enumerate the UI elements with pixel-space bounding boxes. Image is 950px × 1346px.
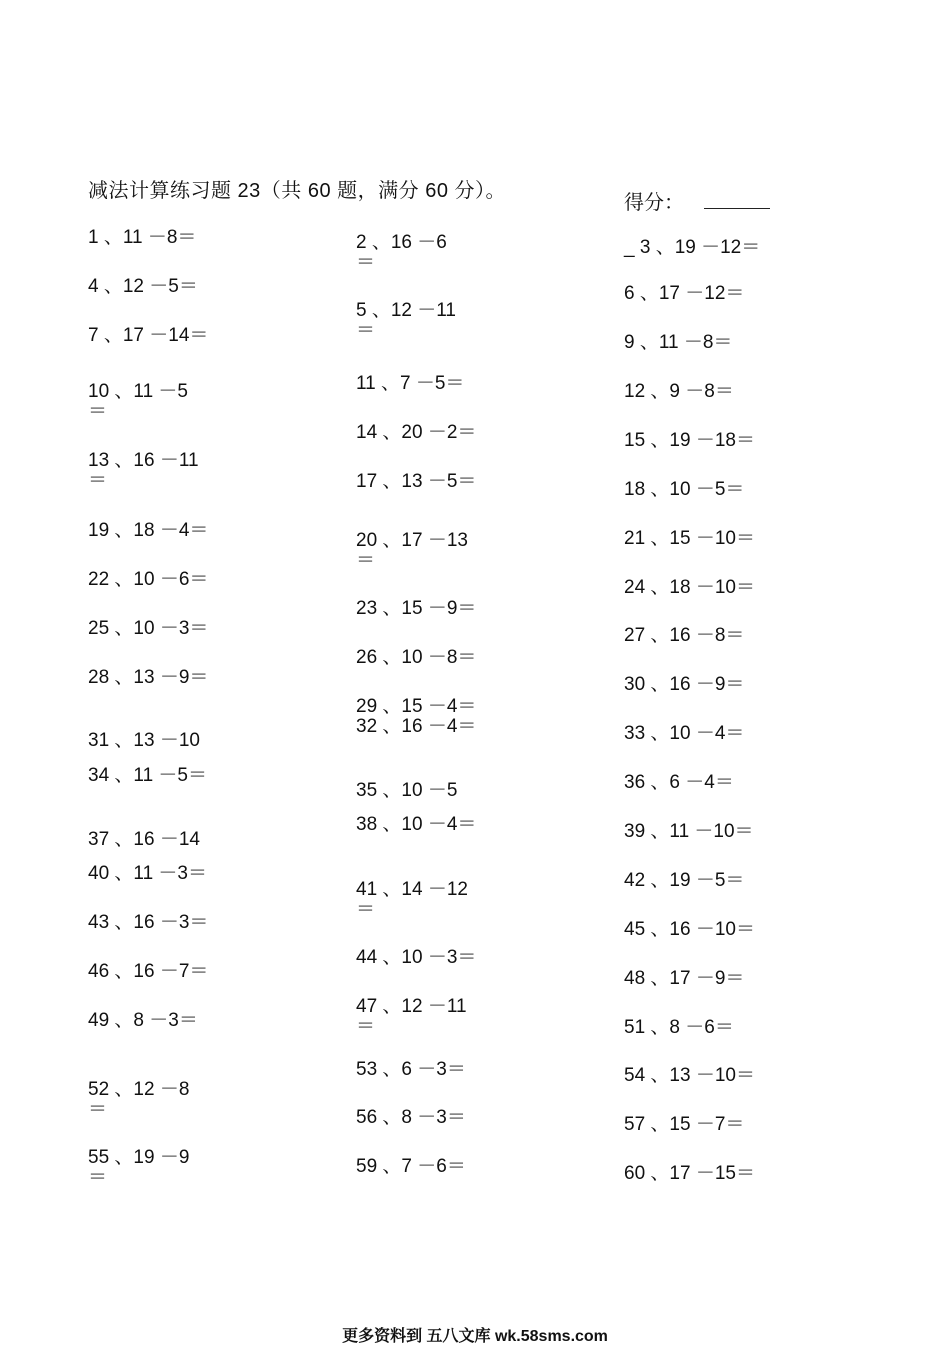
problem-item: _ 3 、19 －12＝ — [624, 237, 761, 258]
problem-item: 18 、10 －5＝ — [624, 479, 745, 500]
problem-item: 34 、11 －5＝ — [88, 765, 207, 786]
problem-item: 27 、16 －8＝ — [624, 625, 745, 646]
problem-item: 42 、19 －5＝ — [624, 870, 745, 891]
problem-item: 19 、18 －4＝ — [88, 520, 209, 541]
problem-item: 47 、12 －11 ＝ — [356, 996, 467, 1037]
problem-item: 28 、13 －9＝ — [88, 667, 209, 688]
problem-item: 36 、6 －4＝ — [624, 772, 734, 793]
score-label: 得分： — [624, 192, 684, 214]
problem-item: 32 、16 －4＝ — [356, 716, 477, 737]
problem-item: 2 、16 －6 ＝ — [356, 232, 447, 273]
problem-item: 7 、17 －14＝ — [88, 325, 209, 346]
problem-item: 53 、6 －3＝ — [356, 1059, 466, 1080]
problem-item-partial: 29 、15 －4＝ — [356, 696, 477, 717]
problem-item: 9 、11 －8＝ — [624, 332, 733, 353]
problem-item: 20 、17 －13 ＝ — [356, 530, 468, 571]
worksheet-title: 减法计算练习题 23（共 60 题，满分 60 分）。 — [88, 180, 507, 202]
problem-item: 14 、20 －2＝ — [356, 422, 477, 443]
problem-item: 30 、16 －9＝ — [624, 674, 745, 695]
problem-item: 41 、14 －12 ＝ — [356, 879, 468, 920]
problem-item: 38 、10 －4＝ — [356, 814, 477, 835]
problem-item: 21 、15 －10＝ — [624, 528, 755, 549]
problem-item: 10 、11 －5 ＝ — [88, 381, 188, 422]
problem-item: 52 、12 －8 ＝ — [88, 1079, 190, 1120]
footer-link-text: 更多资料到 五八文库 wk.58sms.com — [342, 1328, 608, 1345]
problem-item: 25 、10 －3＝ — [88, 618, 209, 639]
problem-item: 17 、13 －5＝ — [356, 471, 477, 492]
problem-item: 11 、7 －5＝ — [356, 373, 465, 394]
problem-item: 13 、16 －11 ＝ — [88, 450, 199, 491]
problem-item: 40 、11 －3＝ — [88, 863, 207, 884]
problem-item: 24 、18 －10＝ — [624, 577, 755, 598]
problem-item: 33 、10 －4＝ — [624, 723, 745, 744]
problem-item: 12 、9 －8＝ — [624, 381, 734, 402]
problem-item: 60 、17 －15＝ — [624, 1163, 755, 1184]
problem-item: 39 、11 －10＝ — [624, 821, 754, 842]
problem-item: 26 、10 －8＝ — [356, 647, 477, 668]
problem-item: 6 、17 －12＝ — [624, 283, 745, 304]
problem-item: 59 、7 －6＝ — [356, 1156, 466, 1177]
problem-item: 56 、8 －3＝ — [356, 1107, 466, 1128]
problem-item: 37 、16 －14 — [88, 829, 200, 850]
score-blank-line — [704, 208, 770, 209]
problem-item: 45 、16 －10＝ — [624, 919, 755, 940]
problem-item: 51 、8 －6＝ — [624, 1017, 734, 1038]
problem-item: 54 、13 －10＝ — [624, 1065, 755, 1086]
problem-item: 22 、10 －6＝ — [88, 569, 209, 590]
problem-item: 43 、16 －3＝ — [88, 912, 209, 933]
problem-item: 23 、15 －9＝ — [356, 598, 477, 619]
problem-item: 44 、10 －3＝ — [356, 947, 477, 968]
problem-item: 49 、8 －3＝ — [88, 1010, 198, 1031]
problem-item: 57 、15 －7＝ — [624, 1114, 745, 1135]
problem-item: 1 、11 －8＝ — [88, 227, 197, 248]
problem-item: 55 、19 －9 ＝ — [88, 1147, 190, 1188]
problem-item: 35 、10 －5 — [356, 780, 458, 801]
problem-item: 5 、12 －11 ＝ — [356, 300, 456, 341]
problem-item: 15 、19 －18＝ — [624, 430, 755, 451]
problem-item: 48 、17 －9＝ — [624, 968, 745, 989]
problem-item: 46 、16 －7＝ — [88, 961, 209, 982]
problem-item: 4 、12 －5＝ — [88, 276, 198, 297]
problem-item: 31 、13 －10 — [88, 730, 200, 751]
